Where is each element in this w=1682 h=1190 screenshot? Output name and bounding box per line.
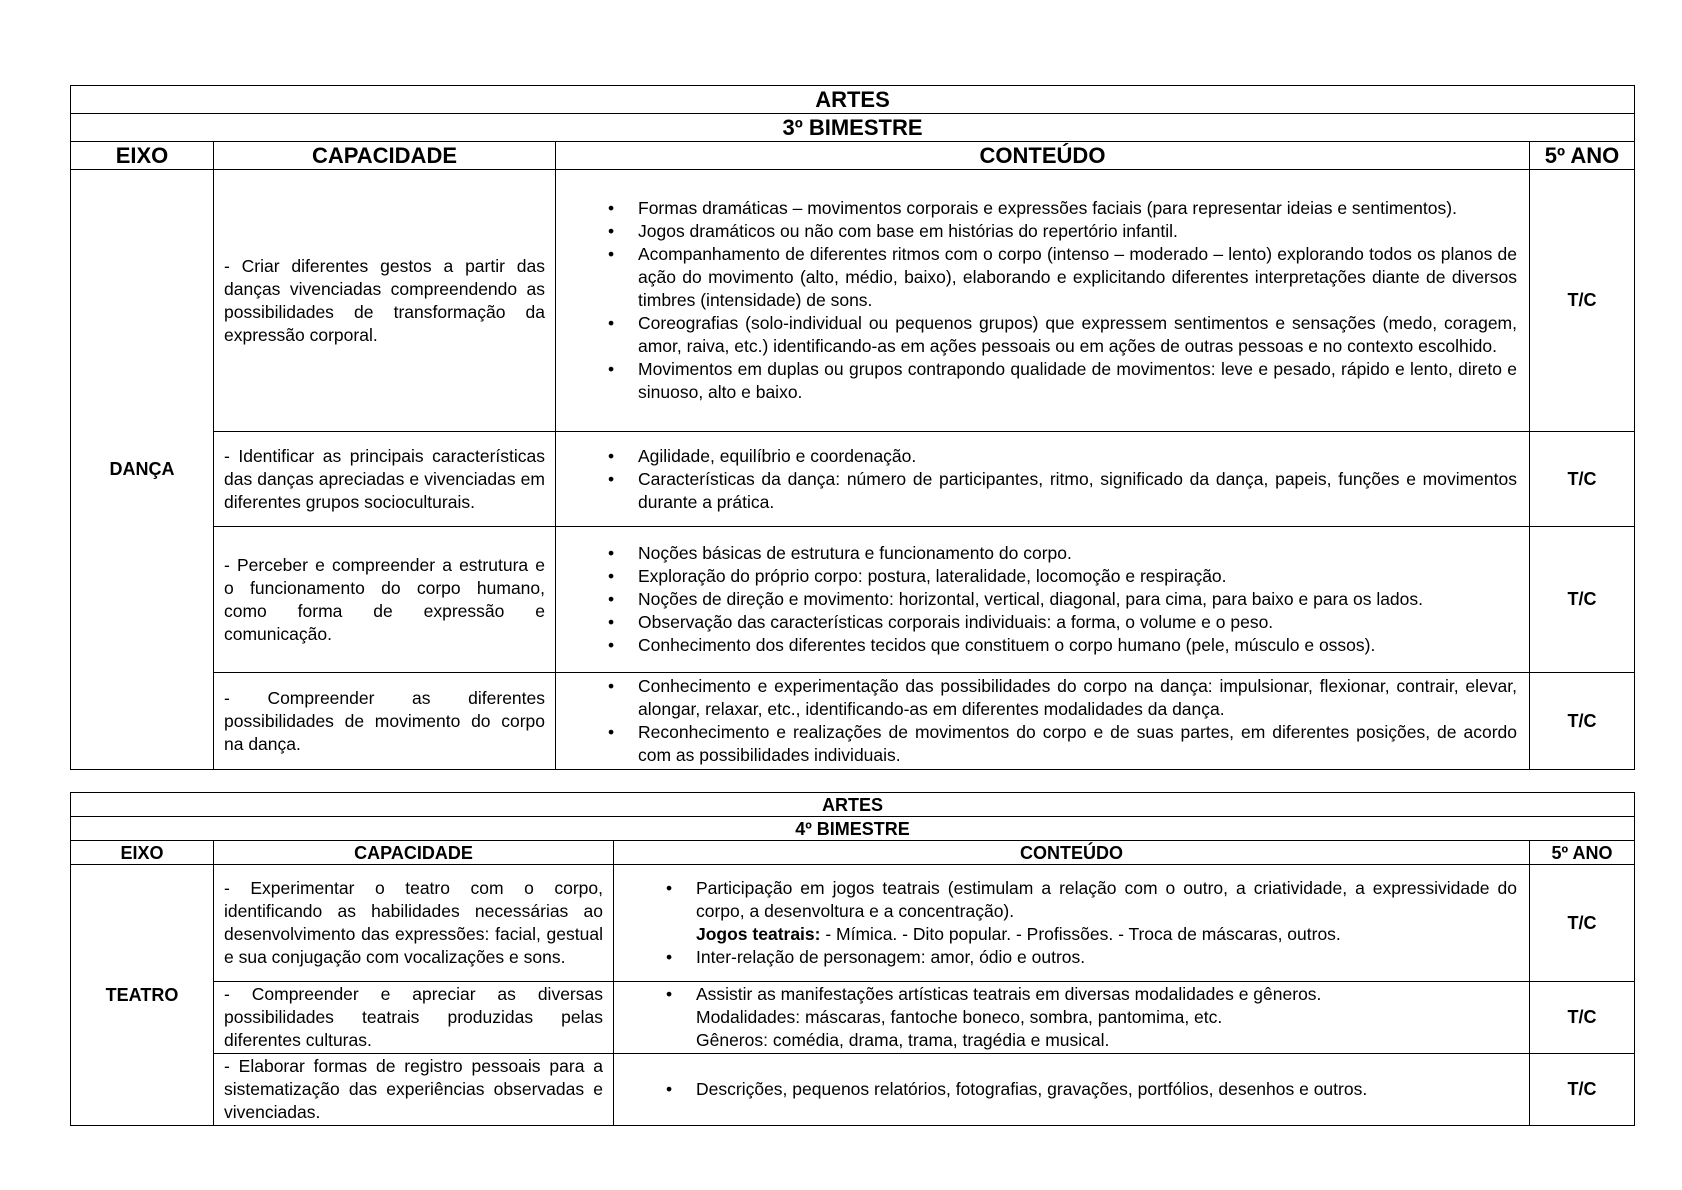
list-item: • Inter-relação de personagem: amor, ódio e outros. [666,947,1086,967]
table-row [71,170,1635,432]
subject-title: ARTES [71,86,1635,114]
conteudo-cell [556,432,1530,527]
ano-cell: T/C [1530,982,1635,1054]
ano-cell: T/C [1530,865,1635,982]
ano-cell: T/C [1530,170,1635,432]
table-3-bimestre [70,85,1635,770]
eixo-cell: TEATRO [71,865,214,1126]
period-title: 3º BIMESTRE [71,114,1635,142]
list-item: • Assistir as manifestações artísticas teatrais em diversas modalidades e gêneros. Modalidades: máscaras, fantoche boneco, sombra, pantomima, etc. Gêneros: comédia, drama, trama, tragédia e musical. [666,984,1322,1050]
capacidade-cell: - Criar diferentes gestos a partir das danças vivenciadas compreendendo as possibilidades de transformação da expressão corporal. [214,170,556,432]
conteudo-cell [556,673,1530,770]
header-capacidade: CAPACIDADE [214,142,556,170]
table-row [71,432,1635,527]
period-title: 4º BIMESTRE [71,817,1635,841]
table-row [71,527,1635,673]
list-item: • Noções básicas de estrutura e funcionamento do corpo. [608,543,1072,563]
list-item: • Formas dramáticas – movimentos corporais e expressões faciais (para representar ideias e sentimentos). [608,198,1457,218]
header-capacidade: CAPACIDADE [214,841,614,865]
header-ano: 5º ANO [1530,841,1635,865]
list-item: • Jogos dramáticos ou não com base em histórias do repertório infantil. [608,221,1178,241]
table-row [71,982,1635,1054]
eixo-cell: DANÇA [71,170,214,770]
header-eixo: EIXO [71,841,214,865]
header-eixo: EIXO [71,142,214,170]
list-item: • Participação em jogos teatrais (estimulam a relação com o outro, a criatividade, a expressividade do corpo, a desenvoltura e a concentração). Jogos teatrais: - Mímica. - Dito popular. - Profissões. - Troca de máscaras, outros. [666,878,1517,944]
capacidade-cell: - Elaborar formas de registro pessoais para a sistematização das experiências observadas e vivenciadas. [214,1054,614,1126]
capacidade-cell: - Perceber e compreender a estrutura e o funcionamento do corpo humano, como forma de expressão e comunicação. [214,527,556,673]
table-row [71,673,1635,770]
header-ano: 5º ANO [1530,142,1635,170]
conteudo-cell [614,1054,1530,1126]
table-row [71,865,1635,982]
conteudo-cell [614,982,1530,1054]
header-conteudo: CONTEÚDO [556,142,1530,170]
list-item: • Conhecimento e experimentação das possibilidades do corpo na dança: impulsionar, flexionar, contrair, elevar, alongar, relaxar, etc., identificando-as em diferentes modalidades da dança. [608,676,1517,719]
ano-cell: T/C [1530,673,1635,770]
subject-title: ARTES [71,793,1635,817]
list-item: • Coreografias (solo-individual ou pequenos grupos) que expressem sentimentos e sensações (medo, coragem, amor, raiva, etc.) identificando-as em ações pessoais ou em ações de outras pessoas e no contexto escolhido. [608,313,1517,356]
table-row [71,1054,1635,1126]
list-item: • Observação das características corporais individuais: a forma, o volume e o peso. [608,612,1274,632]
ano-cell: T/C [1530,527,1635,673]
list-item: • Características da dança: número de participantes, ritmo, significado da dança, papeis, funções e movimentos durante a prática. [608,468,1517,512]
list-item: • Reconhecimento e realizações de movimentos do corpo e de suas partes, em diferentes posições, de acordo com as possibilidades individuais. [608,722,1517,765]
list-item: • Conhecimento dos diferentes tecidos que constituem o corpo humano (pele, músculo e ossos). [608,635,1376,655]
header-conteudo: CONTEÚDO [614,841,1530,865]
table-4-bimestre [70,792,1635,1126]
conteudo-cell [614,865,1530,982]
conteudo-cell [556,170,1530,432]
list-item: • Agilidade, equilíbrio e coordenação. [608,445,917,466]
list-item: • Movimentos em duplas ou grupos contrapondo qualidade de movimentos: leve e pesado, rápido e lento, direto e sinuoso, alto e baixo. [608,359,1517,402]
list-item: • Acompanhamento de diferentes ritmos com o corpo (intenso – moderado – lento) explorando todos os planos de ação do movimento (alto, médio, baixo), elaborando e explicitando diferentes interpretações diante de diversos timbres (intensidade) de sons. [608,244,1517,310]
ano-cell: T/C [1530,432,1635,527]
capacidade-cell: - Compreender as diferentes possibilidades de movimento do corpo na dança. [214,673,556,770]
capacidade-cell: - Identificar as principais características das danças apreciadas e vivenciadas em diferentes grupos socioculturais. [214,432,556,527]
conteudo-cell [556,527,1530,673]
jogos-label: Jogos teatrais: [696,924,821,944]
list-item: • Exploração do próprio corpo: postura, lateralidade, locomoção e respiração. [608,566,1227,586]
capacidade-cell: - Experimentar o teatro com o corpo, identificando as habilidades necessárias ao desenvolvimento das expressões: facial, gestual e sua conjugação com vocalizações e sons. [214,865,614,982]
list-item: • Descrições, pequenos relatórios, fotografias, gravações, portfólios, desenhos e outros. [666,1079,1368,1099]
capacidade-cell: - Compreender e apreciar as diversas possibilidades teatrais produzidas pelas diferentes culturas. [214,982,614,1054]
list-item: • Noções de direção e movimento: horizontal, vertical, diagonal, para cima, para baixo e para os lados. [608,589,1424,609]
ano-cell: T/C [1530,1054,1635,1126]
